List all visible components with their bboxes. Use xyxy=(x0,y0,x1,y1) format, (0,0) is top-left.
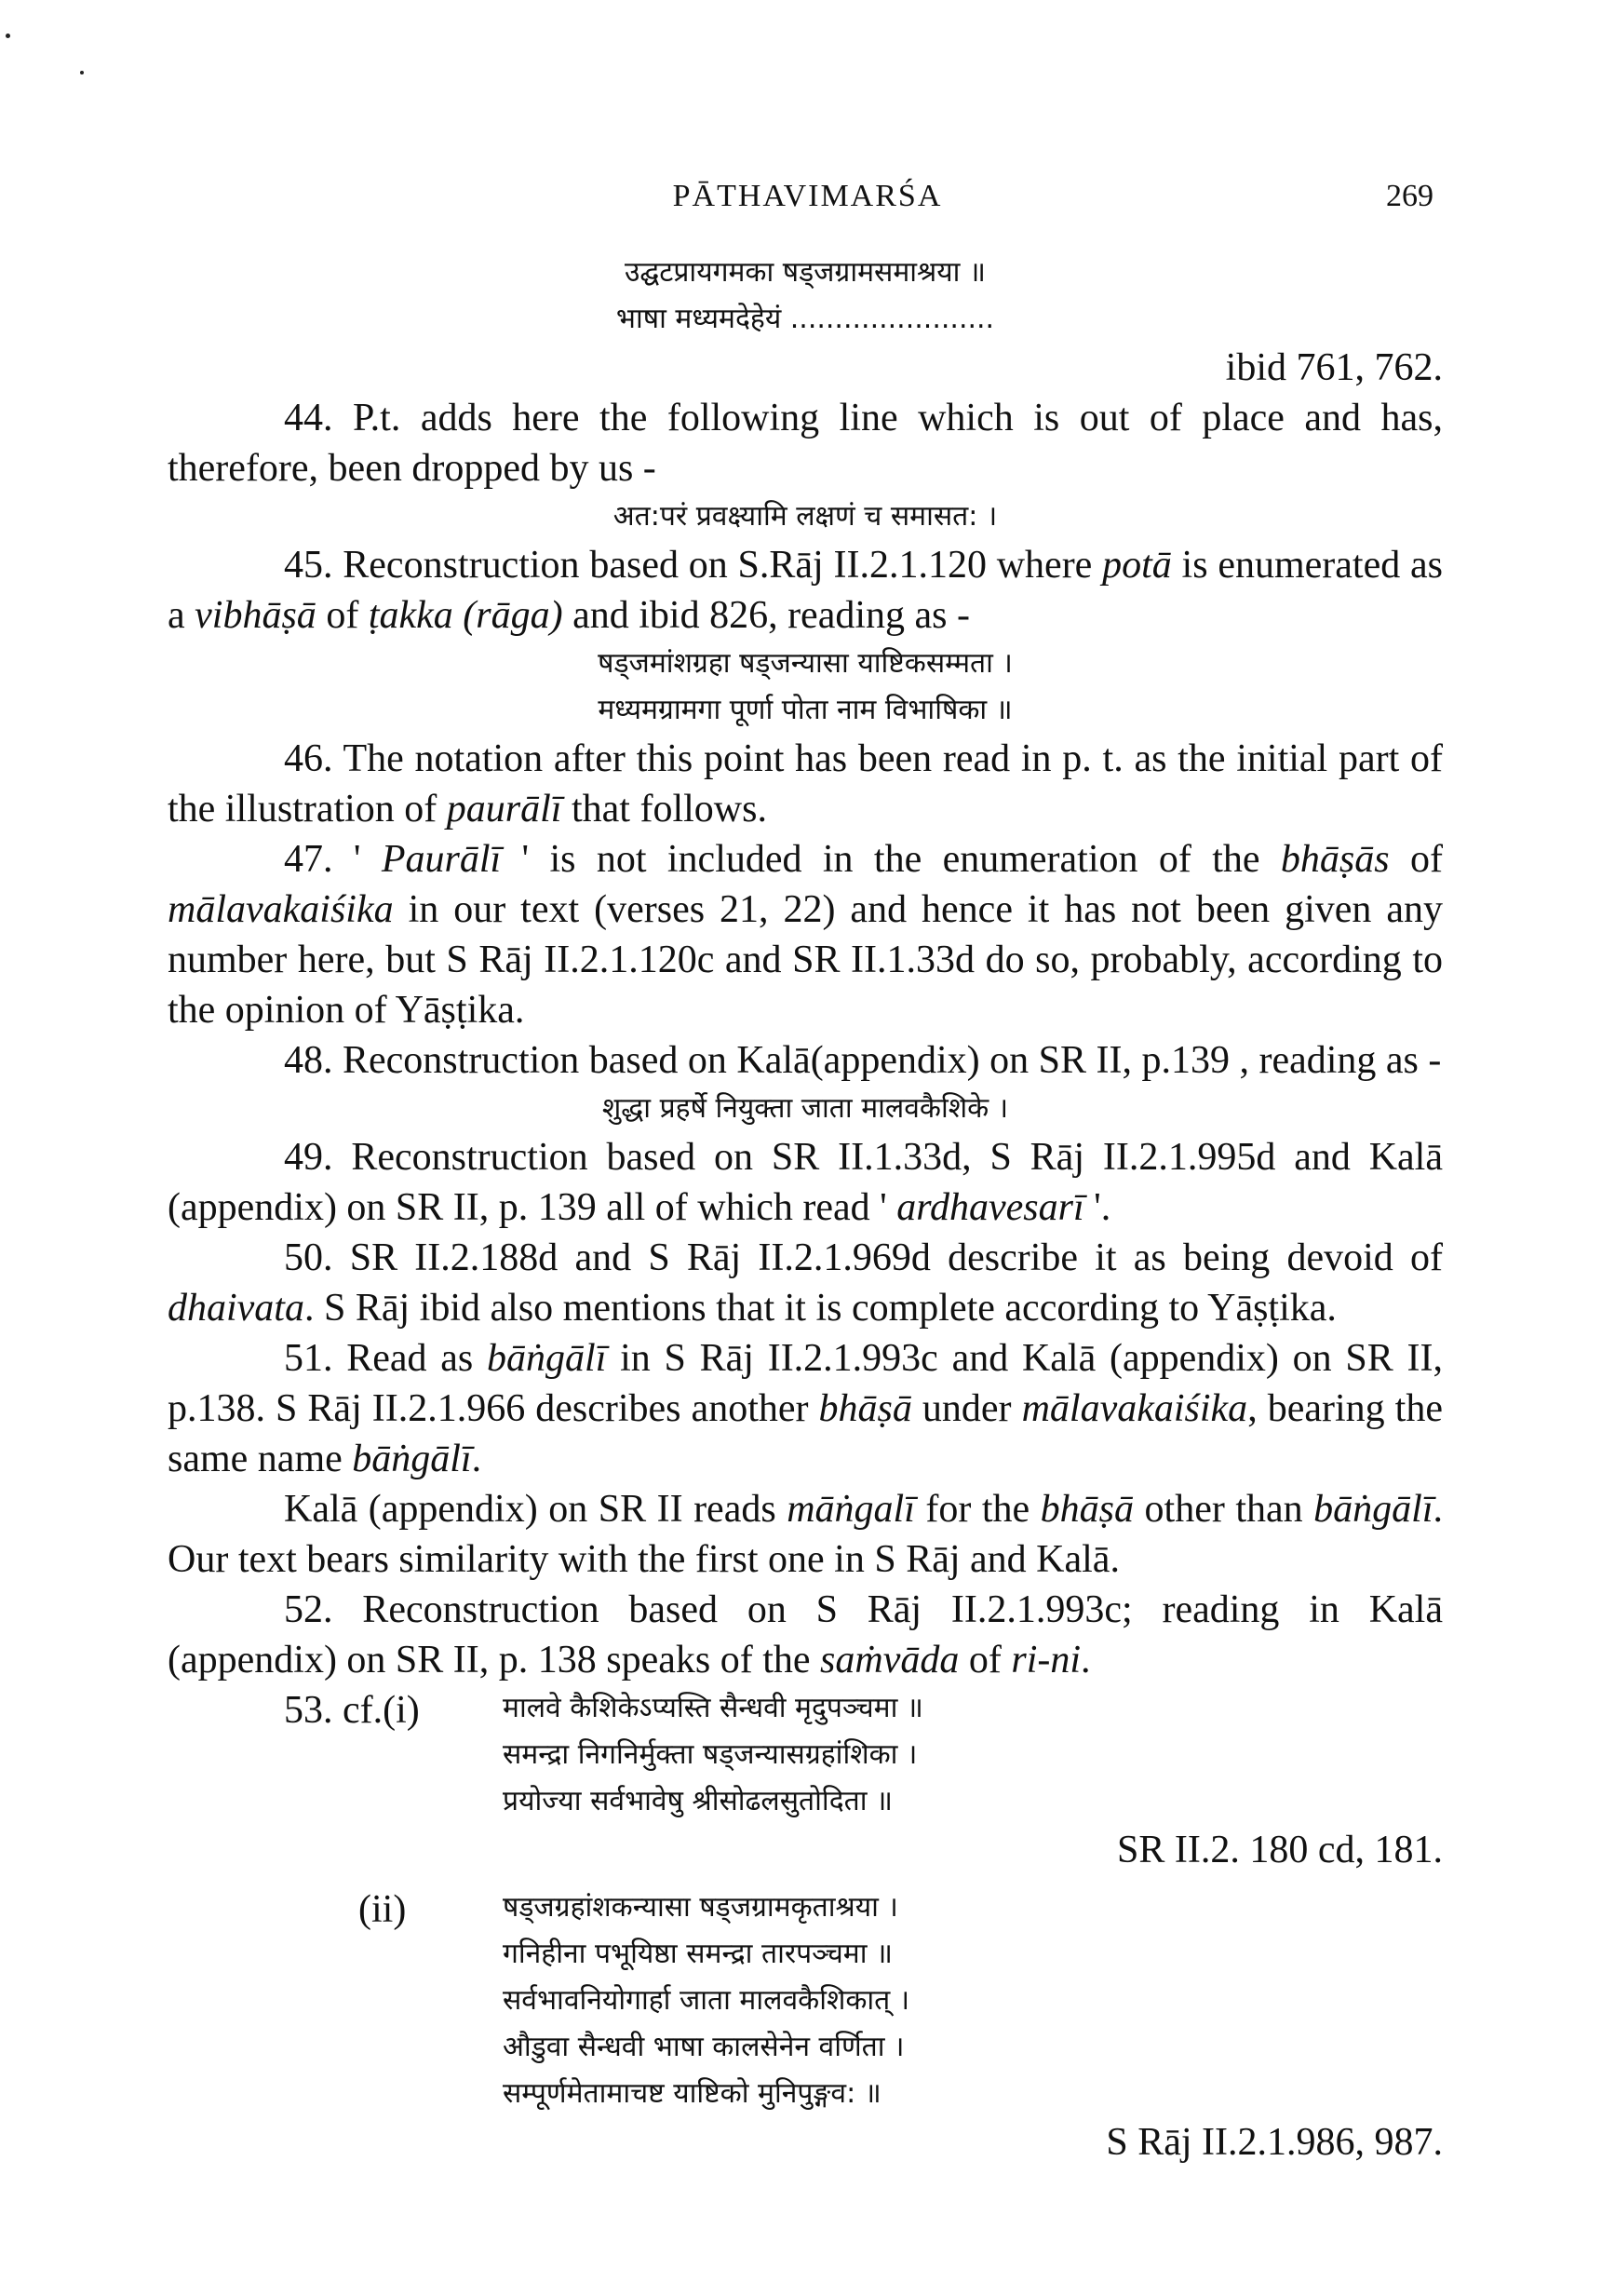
citation-ref: SR II.2. 180 cd, 181. xyxy=(1117,1829,1443,1871)
note-53-ii-label: (ii) xyxy=(358,1888,407,1931)
body-text xyxy=(168,250,1443,2168)
note-53-ii-verses xyxy=(503,1884,1443,2117)
note-45-verse xyxy=(168,641,1443,734)
note-44-verse xyxy=(168,493,1443,540)
verse-line: अत:परं प्रवक्ष्यामि लक्षणं च समासत: । xyxy=(612,500,998,533)
quote-verse-top xyxy=(168,250,1443,343)
note-53-i-verses xyxy=(503,1685,1443,1825)
note-49: 49. Reconstruction based on SR II.1.33d, S Rāj II.2.1.995d and Kalā (appendix) on SR II, p. 139 all of which read ' ardhavesarī '. xyxy=(168,1136,1443,1229)
note-51: 51. Read as bāṅgālī in S Rāj II.2.1.993c and Kalā (appendix) on SR II, p.138. S Rāj II.2.1.966 describes another bhāṣā under mālavakaiśika, bearing the same name bāṅgālī. xyxy=(168,1337,1443,1480)
verse-line: मालवे कैशिकेऽप्यस्ति सैन्धवी मृदुपञ्चमा ॥ xyxy=(503,1692,923,1724)
note-53-label: 53. cf.(i) xyxy=(284,1689,420,1732)
verse-line: षड्जमांशग्रहा षड्जन्यासा याष्टिकसम्मता । xyxy=(598,647,1013,680)
scan-speck xyxy=(6,34,10,38)
verse-line: शुद्धा प्रहर्षे नियुक्ता जाता मालवकैशिके । xyxy=(601,1092,1009,1125)
verse-line: गनिहीना पभूयिष्ठा समन्द्रा तारपञ्चमा ॥ xyxy=(503,1938,894,1970)
note-44: 44. P.t. adds here the following line which is out of place and has, therefore, been dropped by us - xyxy=(168,397,1443,490)
note-53-i xyxy=(168,1685,1443,1825)
verse-line: औडुवा सैन्धवी भाषा कालसेनेन वर्णिता । xyxy=(503,2031,905,2063)
verse-line: प्रयोज्या सर्वभावेषु श्रीसोढलसुतोदिता ॥ xyxy=(503,1785,893,1817)
verse-line: सर्वभावनियोगार्हा जाता मालवकैशिकात् । xyxy=(503,1984,910,2017)
verse-line: षड्जग्रहांशकन्यासा षड्जग्रामकृताश्रया । xyxy=(503,1891,898,1924)
note-45: 45. Reconstruction based on S.Rāj II.2.1.120 where potā is enumerated as a vibhāṣā of ṭakka (rāga) and ibid 826, reading as - xyxy=(168,544,1444,637)
verse-line: सम्पूर्णमेतामाचष्ट याष्टिको मुनिपुङ्गव: ॥ xyxy=(503,2077,882,2110)
citation-ref: ibid 761, 762. xyxy=(1225,346,1443,389)
note-48-verse xyxy=(168,1086,1443,1132)
note-47: 47. ' Paurālī ' is not included in the enumeration of the bhāṣās of mālavakaiśika in our text (verses 21, 22) and hence it has not been given any number here, but S Rāj II.2.1.120c and SR II.1.33d do so, probably, according to the opinion of Yāṣṭika. xyxy=(168,838,1443,1032)
note-50: 50. SR II.2.188d and S Rāj II.2.1.969d describe it as being devoid of dhaivata. S Rāj ibid also mentions that it is complete according to Yāṣṭika. xyxy=(168,1236,1443,1330)
note-46: 46. The notation after this point has been read in p. t. as the initial part of the illustration of paurālī that follows. xyxy=(168,737,1443,831)
note-51-continued: Kalā (appendix) on SR II reads māṅgalī for the bhāṣā other than bāṅgālī. Our text bears similarity with the first one in S Rāj and Kalā. xyxy=(168,1488,1443,1581)
verse-line: मध्यमग्रामगा पूर्णा पोता नाम विभाषिका ॥ xyxy=(598,694,1013,726)
verse-line: उद्घटप्रायगमका षड्जग्रामसमाश्रया ॥ xyxy=(625,256,986,289)
page-number: 269 xyxy=(1386,179,1433,213)
citation-ref: S Rāj II.2.1.986, 987. xyxy=(1106,2121,1443,2164)
note-48: 48. Reconstruction based on Kalā(appendix) on SR II, p.139 , reading as - xyxy=(284,1039,1442,1082)
scan-speck xyxy=(80,71,84,74)
running-head-title: PĀTHAVIMARŚA xyxy=(672,179,943,213)
note-53-ii xyxy=(168,1884,1443,2117)
running-head xyxy=(0,179,1615,225)
note-52: 52. Reconstruction based on S Rāj II.2.1.993c; reading in Kalā (appendix) on SR II, p. 138 speaks of the saṁvāda of ri-ni. xyxy=(168,1588,1443,1681)
verse-line: समन्द्रा निगनिर्मुक्ता षड्जन्यासग्रहांशिका । xyxy=(503,1738,918,1771)
verse-line: भाषा मध्यमदेहेयं ....................... xyxy=(615,303,995,335)
